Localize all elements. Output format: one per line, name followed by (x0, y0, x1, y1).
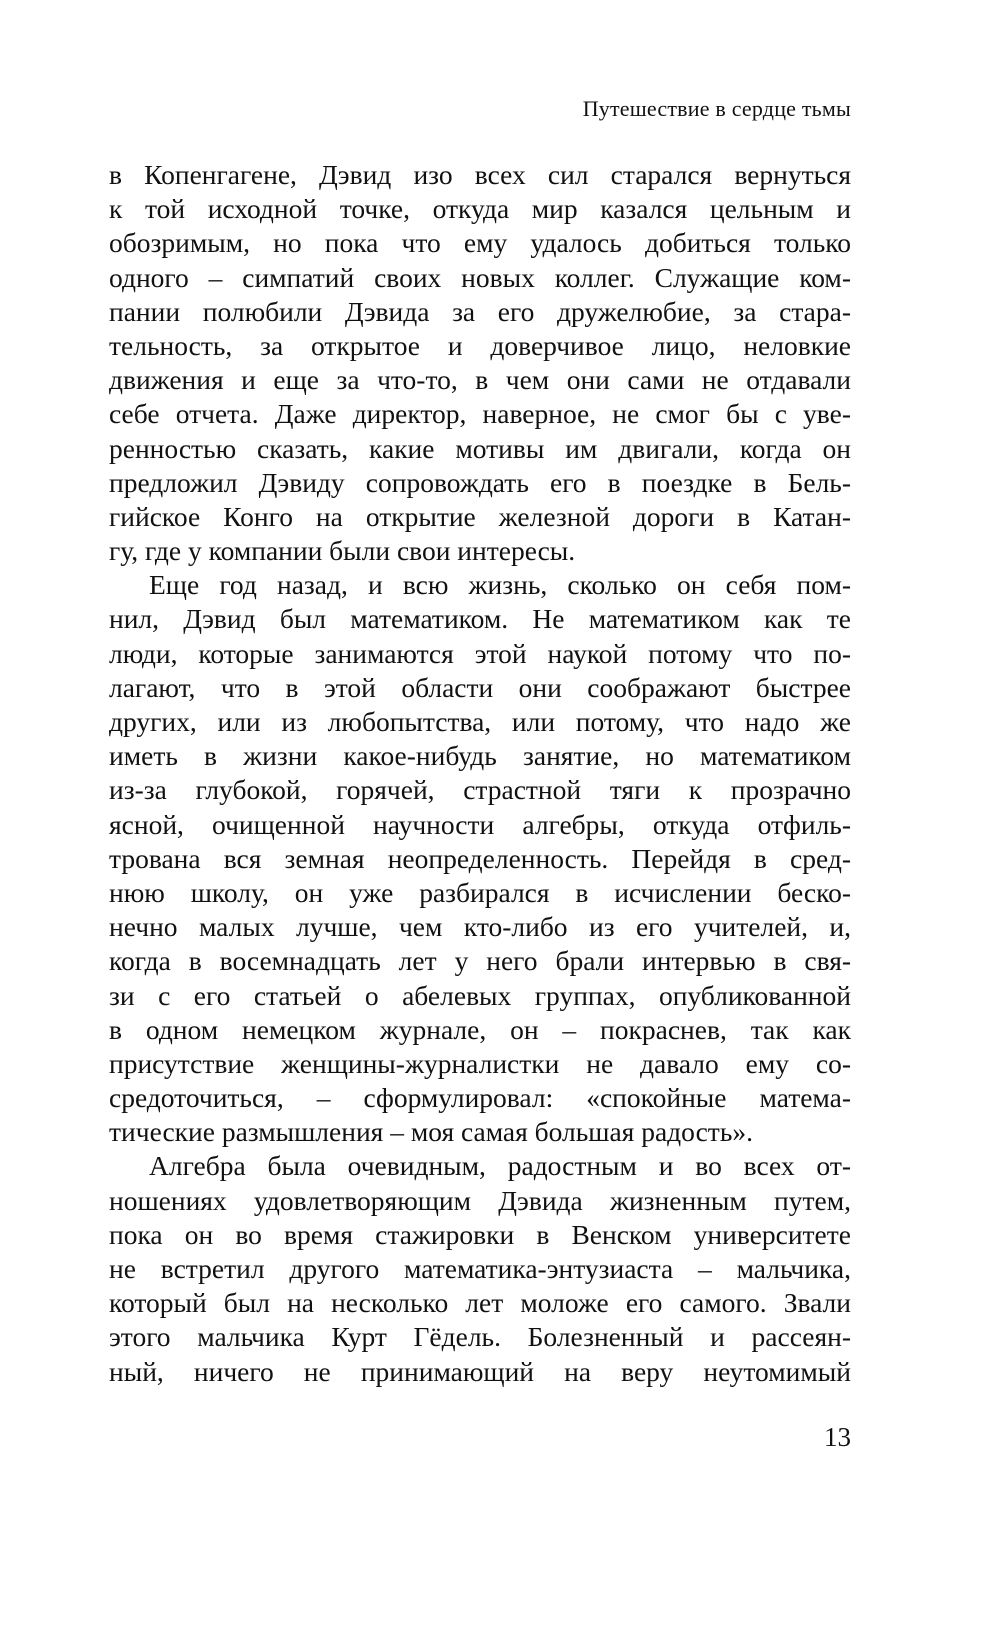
text-line: лагают, что в этой области они соображают быстрее (109, 671, 851, 703)
text-line: не встретил другого математика-энтузиаста – мальчика, (109, 1253, 851, 1284)
text-line: трована вся земная неопределенность. Перейдя в сред- (109, 842, 851, 874)
text-line: присутствие женщины-журналистки не давало ему со- (109, 1047, 851, 1079)
page-body (109, 158, 851, 1389)
text-line: который был на несколько лет моложе его самого. Звали (109, 1287, 851, 1319)
text-line: гийское Конго на открытие железной дороги в Катан- (109, 500, 851, 532)
text-line: иметь в жизни какое-нибудь занятие, но математиком (109, 740, 851, 772)
text-line: ясной, очищенной научности алгебры, откуда отфиль- (109, 808, 851, 840)
text-line: нюю школу, он уже разбирался в исчислении беско- (109, 876, 851, 908)
paragraph (109, 158, 851, 568)
running-header: Путешествие в сердце тьмы (582, 96, 851, 121)
text-line: нечно малых лучше, чем кто-либо из его учителей, и, (109, 911, 851, 943)
text-line: тельность, за открытое и доверчивое лицо, неловкие (109, 329, 851, 361)
text-line: пании полюбили Дэвида за его дружелюбие, за стара- (109, 295, 851, 327)
text-line: ный, ничего не принимающий на веру неутомимый (109, 1355, 851, 1387)
text-line: нил, Дэвид был математиком. Не математиком как те (109, 603, 851, 635)
text-line: себе отчета. Даже директор, наверное, не смог бы с уве- (109, 398, 851, 430)
text-line: тические размышления – моя самая большая радость». (109, 1116, 753, 1148)
text-line: пока он во время стажировки в Венском университете (109, 1218, 851, 1250)
text-line: в Копенгагене, Дэвид изо всех сил старался вернуться (109, 159, 851, 190)
text-line: Алгебра была очевидным, радостным и во всех от- (149, 1150, 851, 1182)
text-line: Еще год назад, и всю жизнь, сколько он себя пом- (149, 569, 851, 601)
text-line: в одном немецком журнале, он – покраснев, так как (109, 1013, 851, 1045)
text-line: зи с его статьей о абелевых группах, опубликованной (109, 979, 851, 1011)
text-line: ренностью сказать, какие мотивы им двигали, когда он (109, 432, 851, 464)
text-line: гу, где у компании были свои интересы. (109, 535, 576, 567)
text-line: предложил Дэвиду сопровождать его в поездке в Бель- (109, 466, 851, 498)
text-line: когда в восемнадцать лет у него брали интервью в свя- (109, 945, 851, 977)
text-line: ношениях удовлетворяющим Дэвида жизненным путем, (109, 1184, 851, 1216)
text-line: одного – симпатий своих новых коллег. Служащие ком- (109, 261, 851, 293)
paragraph (109, 1149, 851, 1388)
text-line: движения и еще за что-то, в чем они сами не отдавали (109, 364, 851, 396)
text-line: к той исходной точке, откуда мир казался цельным и (109, 193, 851, 225)
text-line: из-за глубокой, горячей, страстной тяги к прозрачно (109, 774, 851, 806)
text-line: обозримым, но пока что ему удалось добиться только (109, 227, 851, 259)
text-line: других, или из любопытства, или потому, что надо же (109, 706, 851, 737)
text-line: этого мальчика Курт Гёдель. Болезненный и рассеян- (109, 1321, 851, 1353)
text-line: средоточиться, – сформулировал: «спокойные матема- (109, 1082, 851, 1114)
paragraph (109, 568, 851, 1149)
text-line: люди, которые занимаются этой наукой потому что по- (109, 637, 851, 669)
page-number: 13 (824, 1422, 851, 1452)
